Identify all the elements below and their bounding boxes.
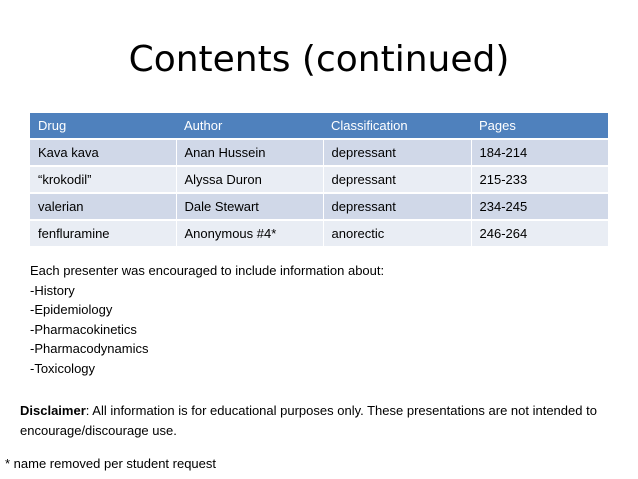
cell-classification: depressant — [323, 193, 471, 220]
disclaimer-text: : All information is for educational purposes only. These presentations are not intended to encourage/discourage use. — [20, 403, 597, 438]
header-classification: Classification — [323, 113, 471, 139]
cell-pages: 184-214 — [471, 139, 608, 166]
cell-drug: valerian — [30, 193, 176, 220]
cell-drug: Kava kava — [30, 139, 176, 166]
table-row — [30, 166, 608, 193]
cell-author: Anonymous #4* — [176, 220, 323, 246]
cell-classification: anorectic — [323, 220, 471, 246]
cell-drug: “krokodil” — [30, 166, 176, 193]
disclaimer — [20, 401, 620, 441]
info-item-history: -History — [30, 282, 75, 298]
info-item-epidemiology: -Epidemiology — [30, 302, 113, 317]
cell-classification: depressant — [323, 166, 471, 193]
info-item-toxicology: -Toxicology — [30, 360, 96, 376]
header-pages: Pages — [471, 113, 608, 139]
cell-drug: fenfluramine — [30, 220, 176, 246]
cell-classification: depressant — [323, 139, 471, 166]
info-item-pharmacokinetics: -Pharmacokinetics — [30, 321, 137, 337]
table-header-row — [30, 113, 608, 139]
info-intro: Each presenter was encouraged to include information about: — [30, 263, 385, 278]
disclaimer-label: Disclaimer — [20, 403, 86, 418]
table-row — [30, 220, 608, 246]
table-row — [30, 193, 608, 220]
cell-pages: 234-245 — [471, 193, 608, 220]
cell-pages: 246-264 — [471, 220, 608, 246]
header-drug: Drug — [30, 113, 176, 139]
header-author: Author — [176, 113, 323, 139]
footnote: * name removed per student request — [5, 456, 217, 471]
slide-title: Contents (continued) — [128, 39, 510, 80]
info-item-pharmacodynamics: -Pharmacodynamics — [30, 341, 149, 356]
cell-pages: 215-233 — [471, 166, 608, 193]
cell-author: Alyssa Duron — [176, 166, 323, 193]
cell-author: Dale Stewart — [176, 193, 323, 220]
table-row — [30, 139, 608, 166]
contents-table — [30, 113, 608, 246]
presenter-info — [30, 261, 384, 378]
cell-author: Anan Hussein — [176, 139, 323, 166]
